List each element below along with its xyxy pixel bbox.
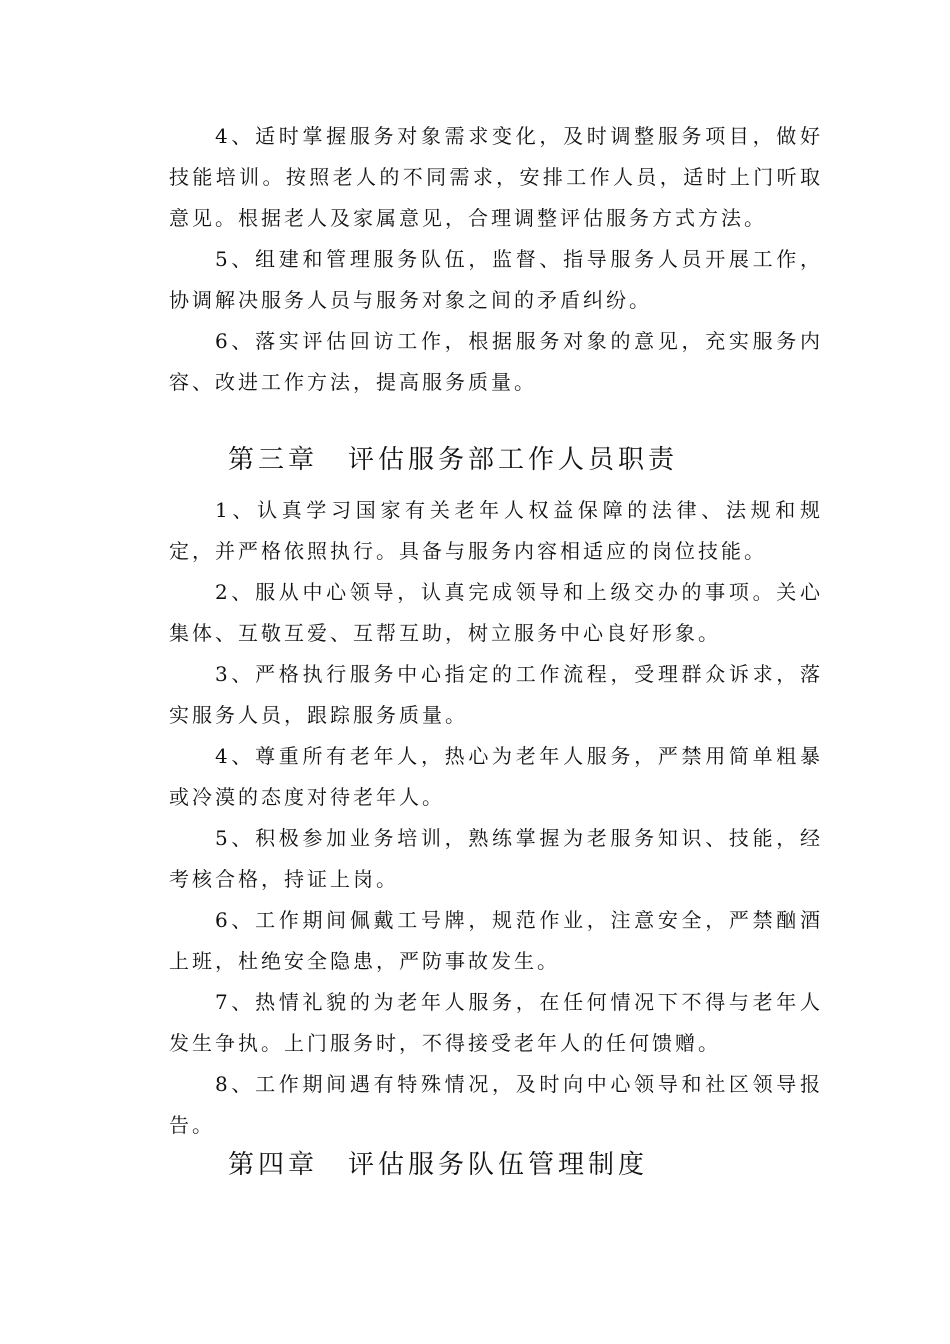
duty-paragraph-6: 6、落实评估回访工作，根据服务对象的意见，充实服务内容、改进工作方法，提高服务质量。	[169, 329, 823, 394]
staff-duty-paragraph-5: 5、积极参加业务培训，熟练掌握为老服务知识、技能，经考核合格，持证上岗。	[169, 826, 823, 891]
duty-paragraph-4: 4、适时掌握服务对象需求变化，及时调整服务项目，做好技能培训。按照老人的不同需求，安排工作人员，适时上门听取意见。根据老人及家属意见，合理调整评估服务方式方法。	[169, 124, 823, 230]
staff-duty-paragraph-6: 6、工作期间佩戴工号牌，规范作业，注意安全，严禁酗酒上班，杜绝安全隐患，严防事故发生。	[169, 908, 823, 973]
chapter-4-title: 第四章 评估服务队伍管理制度	[228, 1150, 649, 1180]
staff-duty-paragraph-4: 4、尊重所有老年人，热心为老年人服务，严禁用简单粗暴或冷漠的态度对待老年人。	[169, 744, 823, 809]
staff-duty-paragraph-7: 7、热情礼貌的为老年人服务，在任何情况下不得与老年人发生争执。上门服务时，不得接受老年人的任何馈赠。	[169, 990, 823, 1055]
staff-duty-paragraph-1: 1、认真学习国家有关老年人权益保障的法律、法规和规定，并严格依照执行。具备与服务内容相适应的岗位技能。	[169, 498, 823, 563]
duty-paragraph-5: 5、组建和管理服务队伍，监督、指导服务人员开展工作，协调解决服务人员与服务对象之间的矛盾纠纷。	[169, 247, 823, 312]
staff-duty-paragraph-3: 3、严格执行服务中心指定的工作流程，受理群众诉求，落实服务人员，跟踪服务质量。	[169, 662, 823, 727]
staff-duty-paragraph-8: 8、工作期间遇有特殊情况，及时向中心领导和社区领导报告。	[169, 1072, 823, 1137]
staff-duty-paragraph-2: 2、服从中心领导，认真完成领导和上级交办的事项。关心集体、互敬互爱、互帮互助，树立服务中心良好形象。	[169, 580, 823, 645]
chapter-3-title: 第三章 评估服务部工作人员职责	[228, 445, 679, 475]
